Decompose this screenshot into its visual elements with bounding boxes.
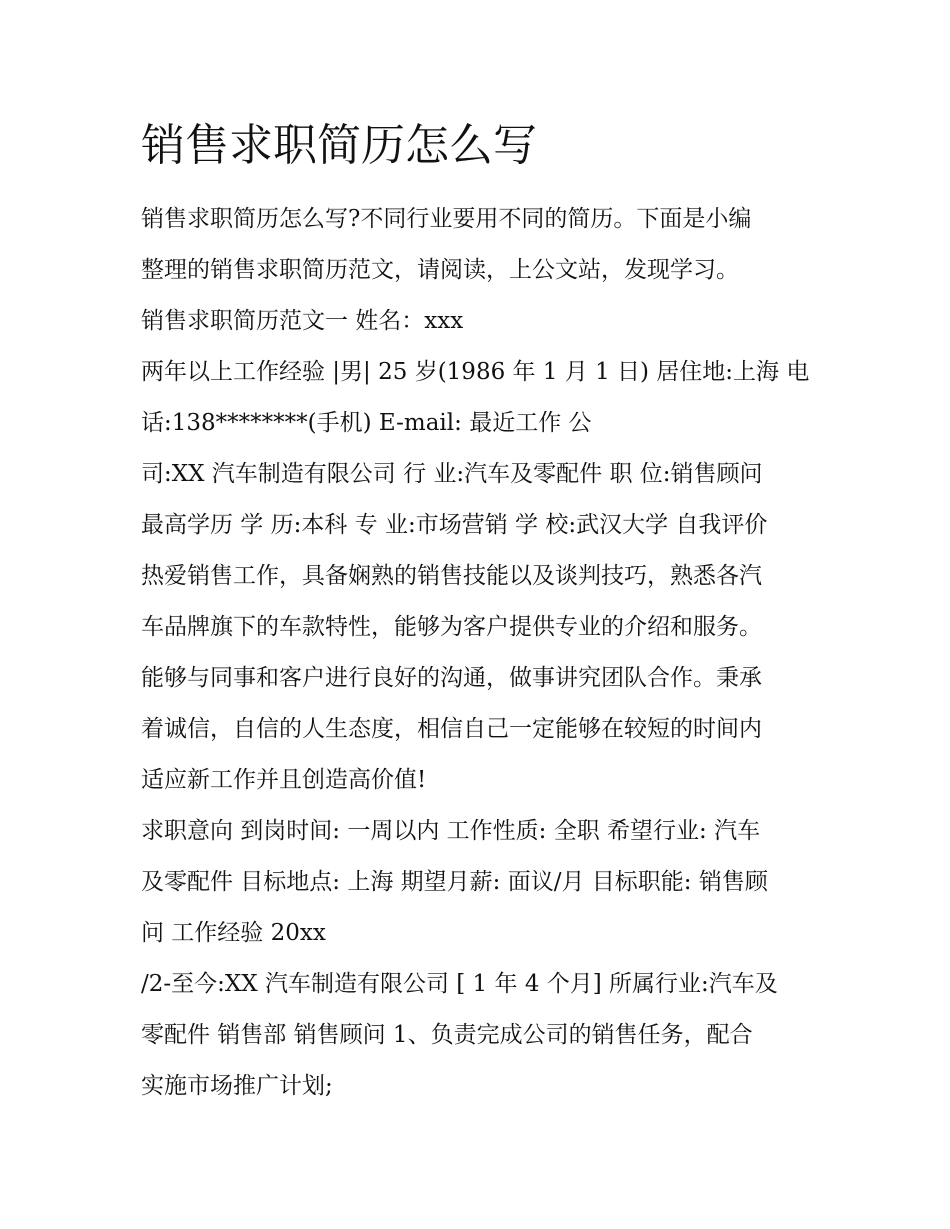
body-line: 实施市场推广计划; bbox=[141, 1073, 333, 1099]
body-line: /2-至今:XX 汽车制造有限公司 [ 1 年 4 个月] 所属行业:汽车及 bbox=[141, 971, 778, 997]
body-line: 适应新工作并且创造高价值! bbox=[141, 767, 427, 793]
body-line: 能够与同事和客户进行良好的沟通，做事讲究团队合作。秉承 bbox=[141, 665, 762, 691]
body-line: 整理的销售求职简历范文，请阅读，上公文站，发现学习。 bbox=[141, 257, 739, 283]
body-line: 热爱销售工作，具备娴熟的销售技能以及谈判技巧，熟悉各汽 bbox=[141, 563, 762, 589]
body-line: 销售求职简历范文一 姓名：xxx bbox=[141, 308, 464, 334]
body-line: 求职意向 到岗时间: 一周以内 工作性质: 全职 希望行业: 汽车 bbox=[141, 818, 761, 844]
body-line: 最高学历 学 历:本科 专 业:市场营销 学 校:武汉大学 自我评价 bbox=[141, 512, 768, 538]
body-line: 车品牌旗下的车款特性，能够为客户提供专业的介绍和服务。 bbox=[141, 614, 762, 640]
document-body bbox=[141, 194, 821, 1112]
body-line: 问 工作经验 20xx bbox=[141, 920, 326, 946]
body-line: 话:138********(手机) E-mail: 最近工作 公 bbox=[141, 410, 592, 436]
body-line: 销售求职简历怎么写?不同行业要用不同的简历。下面是小编 bbox=[141, 206, 752, 232]
body-line: 零配件 销售部 销售顾问 1、负责完成公司的销售任务，配合 bbox=[141, 1022, 753, 1048]
body-line: 司:XX 汽车制造有限公司 行 业:汽车及零配件 职 位:销售顾问 bbox=[141, 461, 763, 487]
body-line: 着诚信，自信的人生态度，相信自己一定能够在较短的时间内 bbox=[141, 716, 762, 742]
body-line: 及零配件 目标地点: 上海 期望月薪: 面议/月 目标职能: 销售顾 bbox=[141, 869, 768, 895]
document-title: 销售求职简历怎么写 bbox=[141, 120, 537, 171]
body-line: 两年以上工作经验 |男| 25 岁(1986 年 1 月 1 日) 居住地:上海 电 bbox=[141, 359, 810, 385]
